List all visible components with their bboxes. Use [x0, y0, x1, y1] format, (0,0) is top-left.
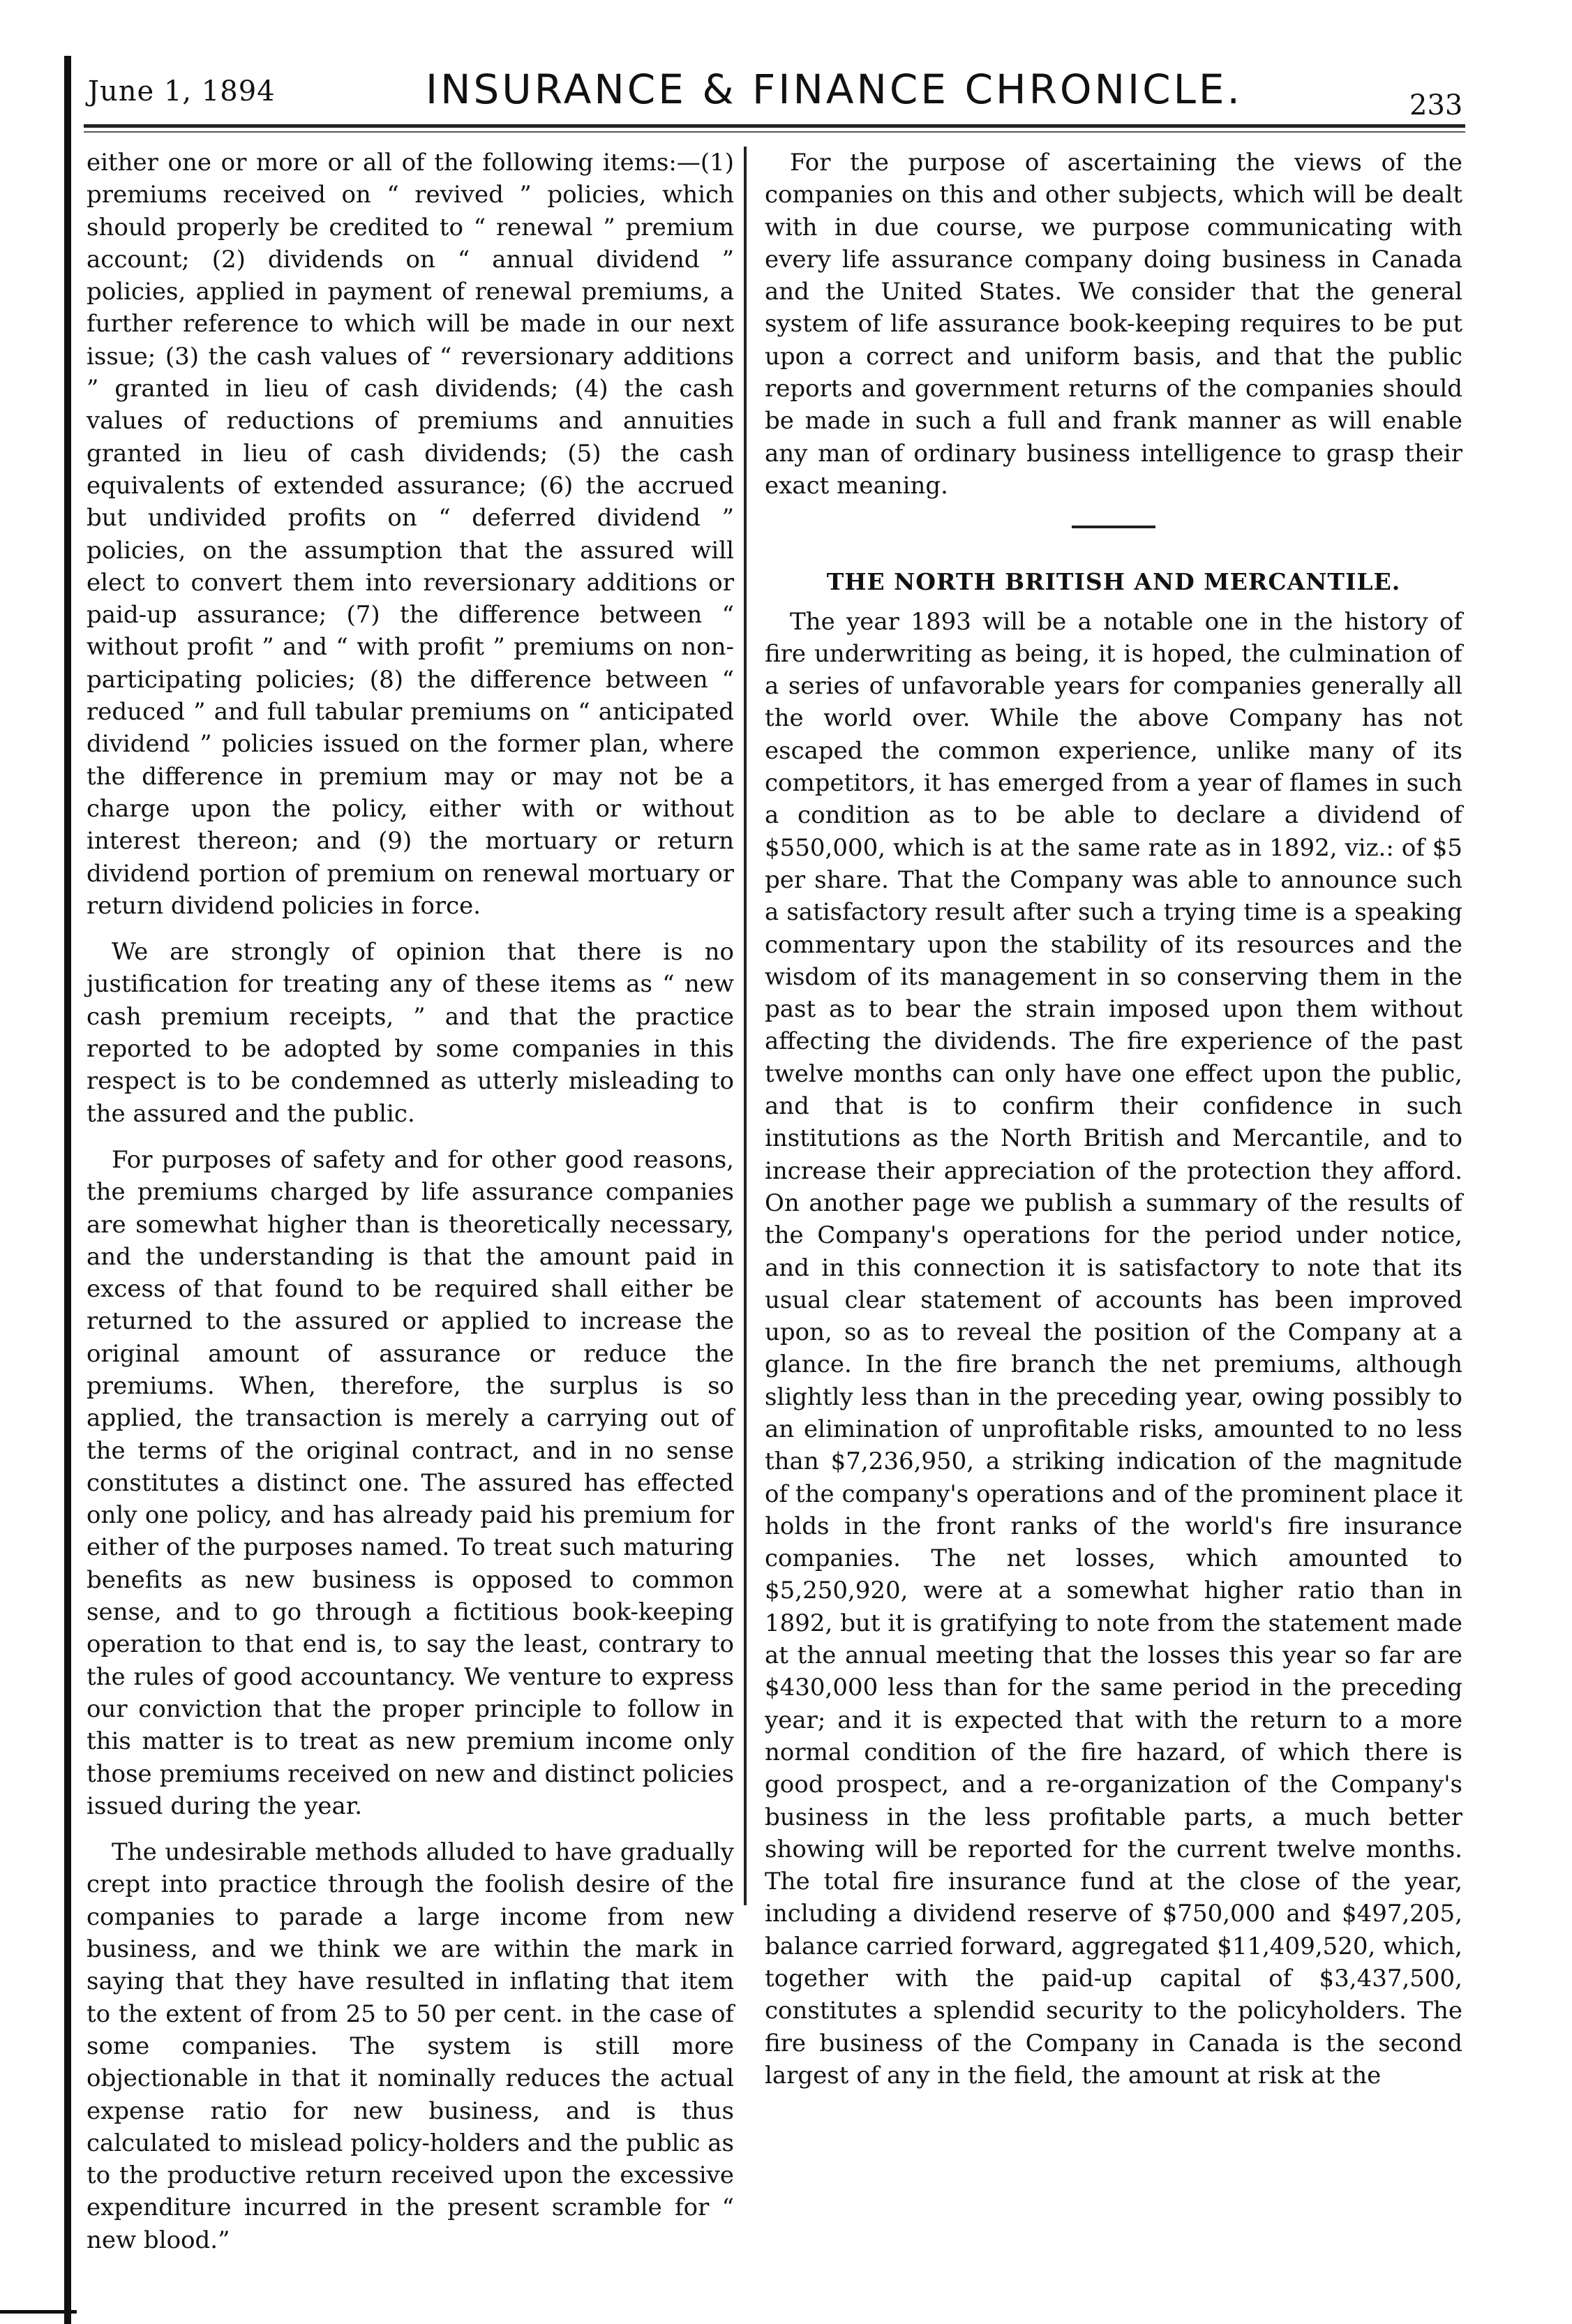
page-number: 233 [1409, 89, 1463, 121]
left-column [87, 147, 734, 2270]
left-paragraph-2: We are strongly of opinion that there is no justification for treating any of these items as “ new cash premium receipts, ” and that the practice reported to be adopted by some companies in this respect is to be condemned as utterly misleading to the assured and the public. [87, 938, 734, 1128]
left-paragraph-4: The undesirable methods alluded to have gradually crept into practice through the foolish desire of the companies to parade a large income from new business, and we think we are within the mark in saying that they have resulted in inflating that item to the extent of from 25 to 50 per cent. in the case of some companies. The system is still more objectionable in that it nominally reduces the actual expense ratio for new business, and is thus calculated to mislead policy-holders and the public as to the productive return received upon the excessive expenditure incurred in the present scramble for “ new blood.” [87, 1838, 734, 2254]
left-paragraph-1: either one or more or all of the following items:—(1) premiums received on “ revived ” policies, which should properly be credited to “ renewal ” premium account; (2) dividends on “ annual dividend ” policies, applied in payment of renewal premiums, a further reference to which will be made in our next issue; (3) the cash values of “ reversionary additions ” granted in lieu of cash dividends; (4) the cash values of reductions of premiums and annuities granted in lieu of cash dividends; (5) the cash equivalents of extended assurance; (6) the accrued but undivided profits on “ deferred dividend ” policies, on the assumption that the assured will elect to convert them into reversionary additions or paid-up assurance; (7) the difference between “ without profit ” and “ with profit ” premiums on non-participating policies; (8) the difference between “ reduced ” and full tabular premiums on “ anticipated dividend ” policies issued on the former plan, where the difference in premium may or may not be a charge upon the policy, either with or without interest thereon; and (9) the mortuary or return dividend portion of premium on renewal mortuary or return dividend policies in force. [87, 149, 734, 920]
publication-title: INSURANCE & FINANCE CHRONICLE. [426, 66, 1243, 113]
header-rule [84, 124, 1465, 128]
page-spine-edge [64, 56, 71, 2324]
issue-date: June 1, 1894 [88, 75, 276, 107]
section-heading: THE NORTH BRITISH AND MERCANTILE. [826, 568, 1401, 596]
page-header [84, 61, 1479, 131]
right-column [765, 147, 1462, 2106]
page-edge-rule [0, 2310, 77, 2314]
column-divider [744, 147, 747, 1905]
section-separator-rule [1072, 526, 1155, 528]
section-paragraph: The year 1893 will be a notable one in the history of fire underwriting as being, it is hoped, the culmination of a series of unfavorable years for companies generally all the world over. While the above Company has not escaped the common experience, unlike many of its competitors, it has emerged from a year of flames in such a condition as to be able to declare a dividend of $550,000, which is at the same rate as in 1892, viz.: of $5 per share. That the Company was able to announce such a satisfactory result after such a trying time is a speaking commentary upon the stability of its resources and the wisdom of its management in so conserving them in the past as to bear the strain imposed upon them without affecting the dividends. The fire experience of the past twelve months can only have one effect upon the public, and that is to confirm their confidence in such institutions as the North British and Mercantile, and to increase their appreciation of the protection they afford. On another page we publish a summary of the results of the Company's operations for the period under notice, and in this connection it is satisfactory to note that its usual clear statement of accounts has been improved upon, so as to reveal the position of the Company at a glance. In the fire branch the net premiums, although slightly less than in the preceding year, owing possibly to an elimination of unprofitable risks, amounted to no less than $7,236,950, a striking indication of the magnitude of the company's operations and of the prominent place it holds in the front ranks of the world's fire insurance companies. The net losses, which amounted to $5,250,920, were at a somewhat higher ratio than in 1892, but it is gratifying to note from the statement made at the annual meeting that the losses this year so far are $430,000 less than for the same period in the preceding year; and it is expected that with the return to a more normal condition of the fire hazard, of which there is good prospect, and a re-organization of the Company's business in the less profitable parts, a much better showing will be reported for the current twelve months. The total fire insurance fund at the close of the year, including a dividend reserve of $750,000 and $497,205, balance carried forward, aggregated $11,409,520, which, together with the paid-up capital of $3,437,500, constitutes a splendid security to the policyholders. The fire business of the Company in Canada is the second largest of any in the field, the amount at risk at the [765, 607, 1462, 2090]
left-paragraph-3: For purposes of safety and for other good reasons, the premiums charged by life assurance companies are somewhat higher than is theoretically necessary, and the understanding is that the amount paid in excess of that found to be required shall either be returned to the assured or applied to increase the original amount of assurance or reduce the premiums. When, therefore, the surplus is so applied, the transaction is merely a carrying out of the terms of the original contract, and in no sense constitutes a distinct one. The assured has effected only one policy, and has already paid his premium for either of the purposes named. To treat such maturing benefits as new business is opposed to common sense, and to go through a fictitious book-keeping operation to that end is, to say the least, contrary to the rules of good accountancy. We venture to express our conviction that the proper principle to follow in this matter is to treat as new premium income only those premiums received on new and distinct policies issued during the year. [87, 1145, 734, 1820]
right-intro-paragraph: For the purpose of ascertaining the views of the companies on this and other subjects, which will be dealt with in due course, we purpose communicating with every life assurance company doing business in Canada and the United States. We consider that the general system of life assurance book-keeping requires to be put upon a correct and uniform basis, and that the public reports and government returns of the companies should be made in such a full and frank manner as will enable any man of ordinary business intelligence to grasp their exact meaning. [765, 149, 1462, 500]
header-rule-thin [84, 131, 1465, 133]
